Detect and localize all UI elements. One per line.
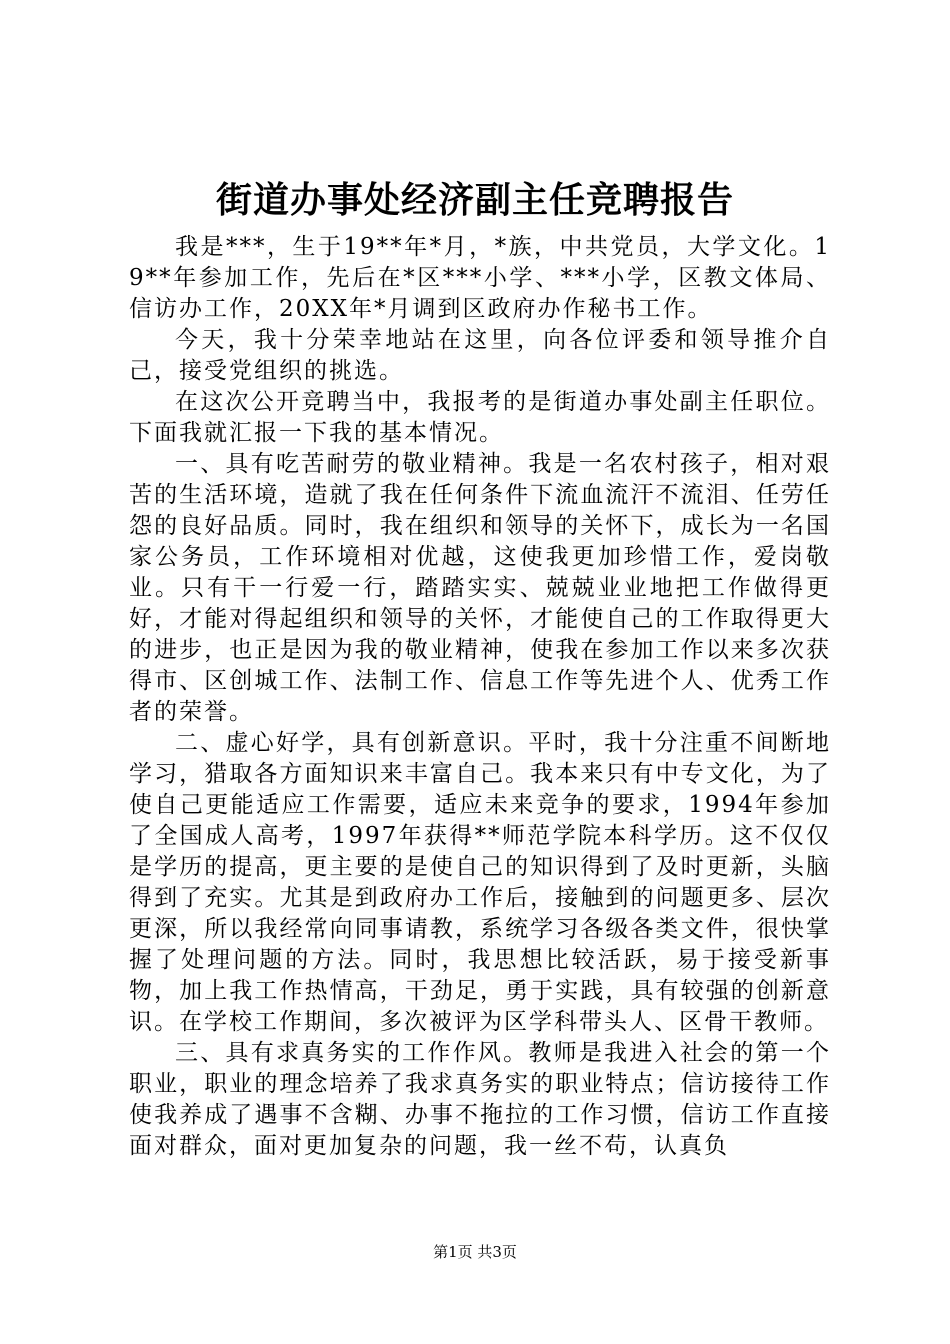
- document-title: 街道办事处经济副主任竞聘报告: [215, 179, 734, 221]
- paragraph-section-two: 二、虚心好学，具有创新意识。平时，我十分注重不间断地学习，猎取各方面知识来丰富自己。我本来只有中专文化，为了使自己更能适应工作需要，适应未来竞争的要求，1994年参加了全国成人高考，1997年获得**师范学院本科学历。这不仅仅是学历的提高，更主要的是使自己的知识得到了及时更新，头脑得到了充实。尤其是到政府办工作后，接触到的问题更多、层次更深，所以我经常向同事请教，系统学习各级各类文件，很快掌握了处理问题的方法。同时，我思想比较活跃，易于接受新事物，加上我工作热情高，干劲足，勇于实践，具有较强的创新意识。在学校工作期间，多次被评为区学科带头人、区骨干教师。: [129, 730, 831, 1035]
- paragraph-section-one: 一、具有吃苦耐劳的敬业精神。我是一名农村孩子，相对艰苦的生活环境，造就了我在任何条件下流血流汗不流泪、任劳任怨的良好品质。同时，我在组织和领导的关怀下，成长为一名国家公务员，工作环境相对优越，这使我更加珍惜工作，爱岗敬业。只有干一行爱一行，踏踏实实、兢兢业业地把工作做得更好，才能对得起组织和领导的关怀，才能使自己的工作取得更大的进步，也正是因为我的敬业精神，使我在参加工作以来多次获得市、区创城工作、法制工作、信息工作等先进个人、优秀工作者的荣誉。: [129, 451, 831, 725]
- paragraph-position: 在这次公开竞聘当中，我报考的是街道办事处副主任职位。下面我就汇报一下我的基本情况。: [129, 389, 831, 446]
- page-footer: 第1页 共3页: [433, 1243, 517, 1261]
- paragraph-section-three: 三、具有求真务实的工作作风。教师是我进入社会的第一个职业，职业的理念培养了我求真务实的职业特点；信访接待工作使我养成了遇事不含糊、办事不拖拉的工作习惯，信访工作直接面对群众，面对更加复杂的问题，我一丝不苟，认真负: [129, 1040, 831, 1159]
- paragraph-intro: 我是***，生于19**年*月，*族，中共党员，大学文化。19**年参加工作，先后在*区***小学、***小学，区教文体局、信访办工作，20XX年*月调到区政府办作秘书工作。: [129, 234, 831, 322]
- document-body: [129, 232, 831, 1162]
- paragraph-greeting: 今天，我十分荣幸地站在这里，向各位评委和领导推介自己，接受党组织的挑选。: [129, 327, 831, 384]
